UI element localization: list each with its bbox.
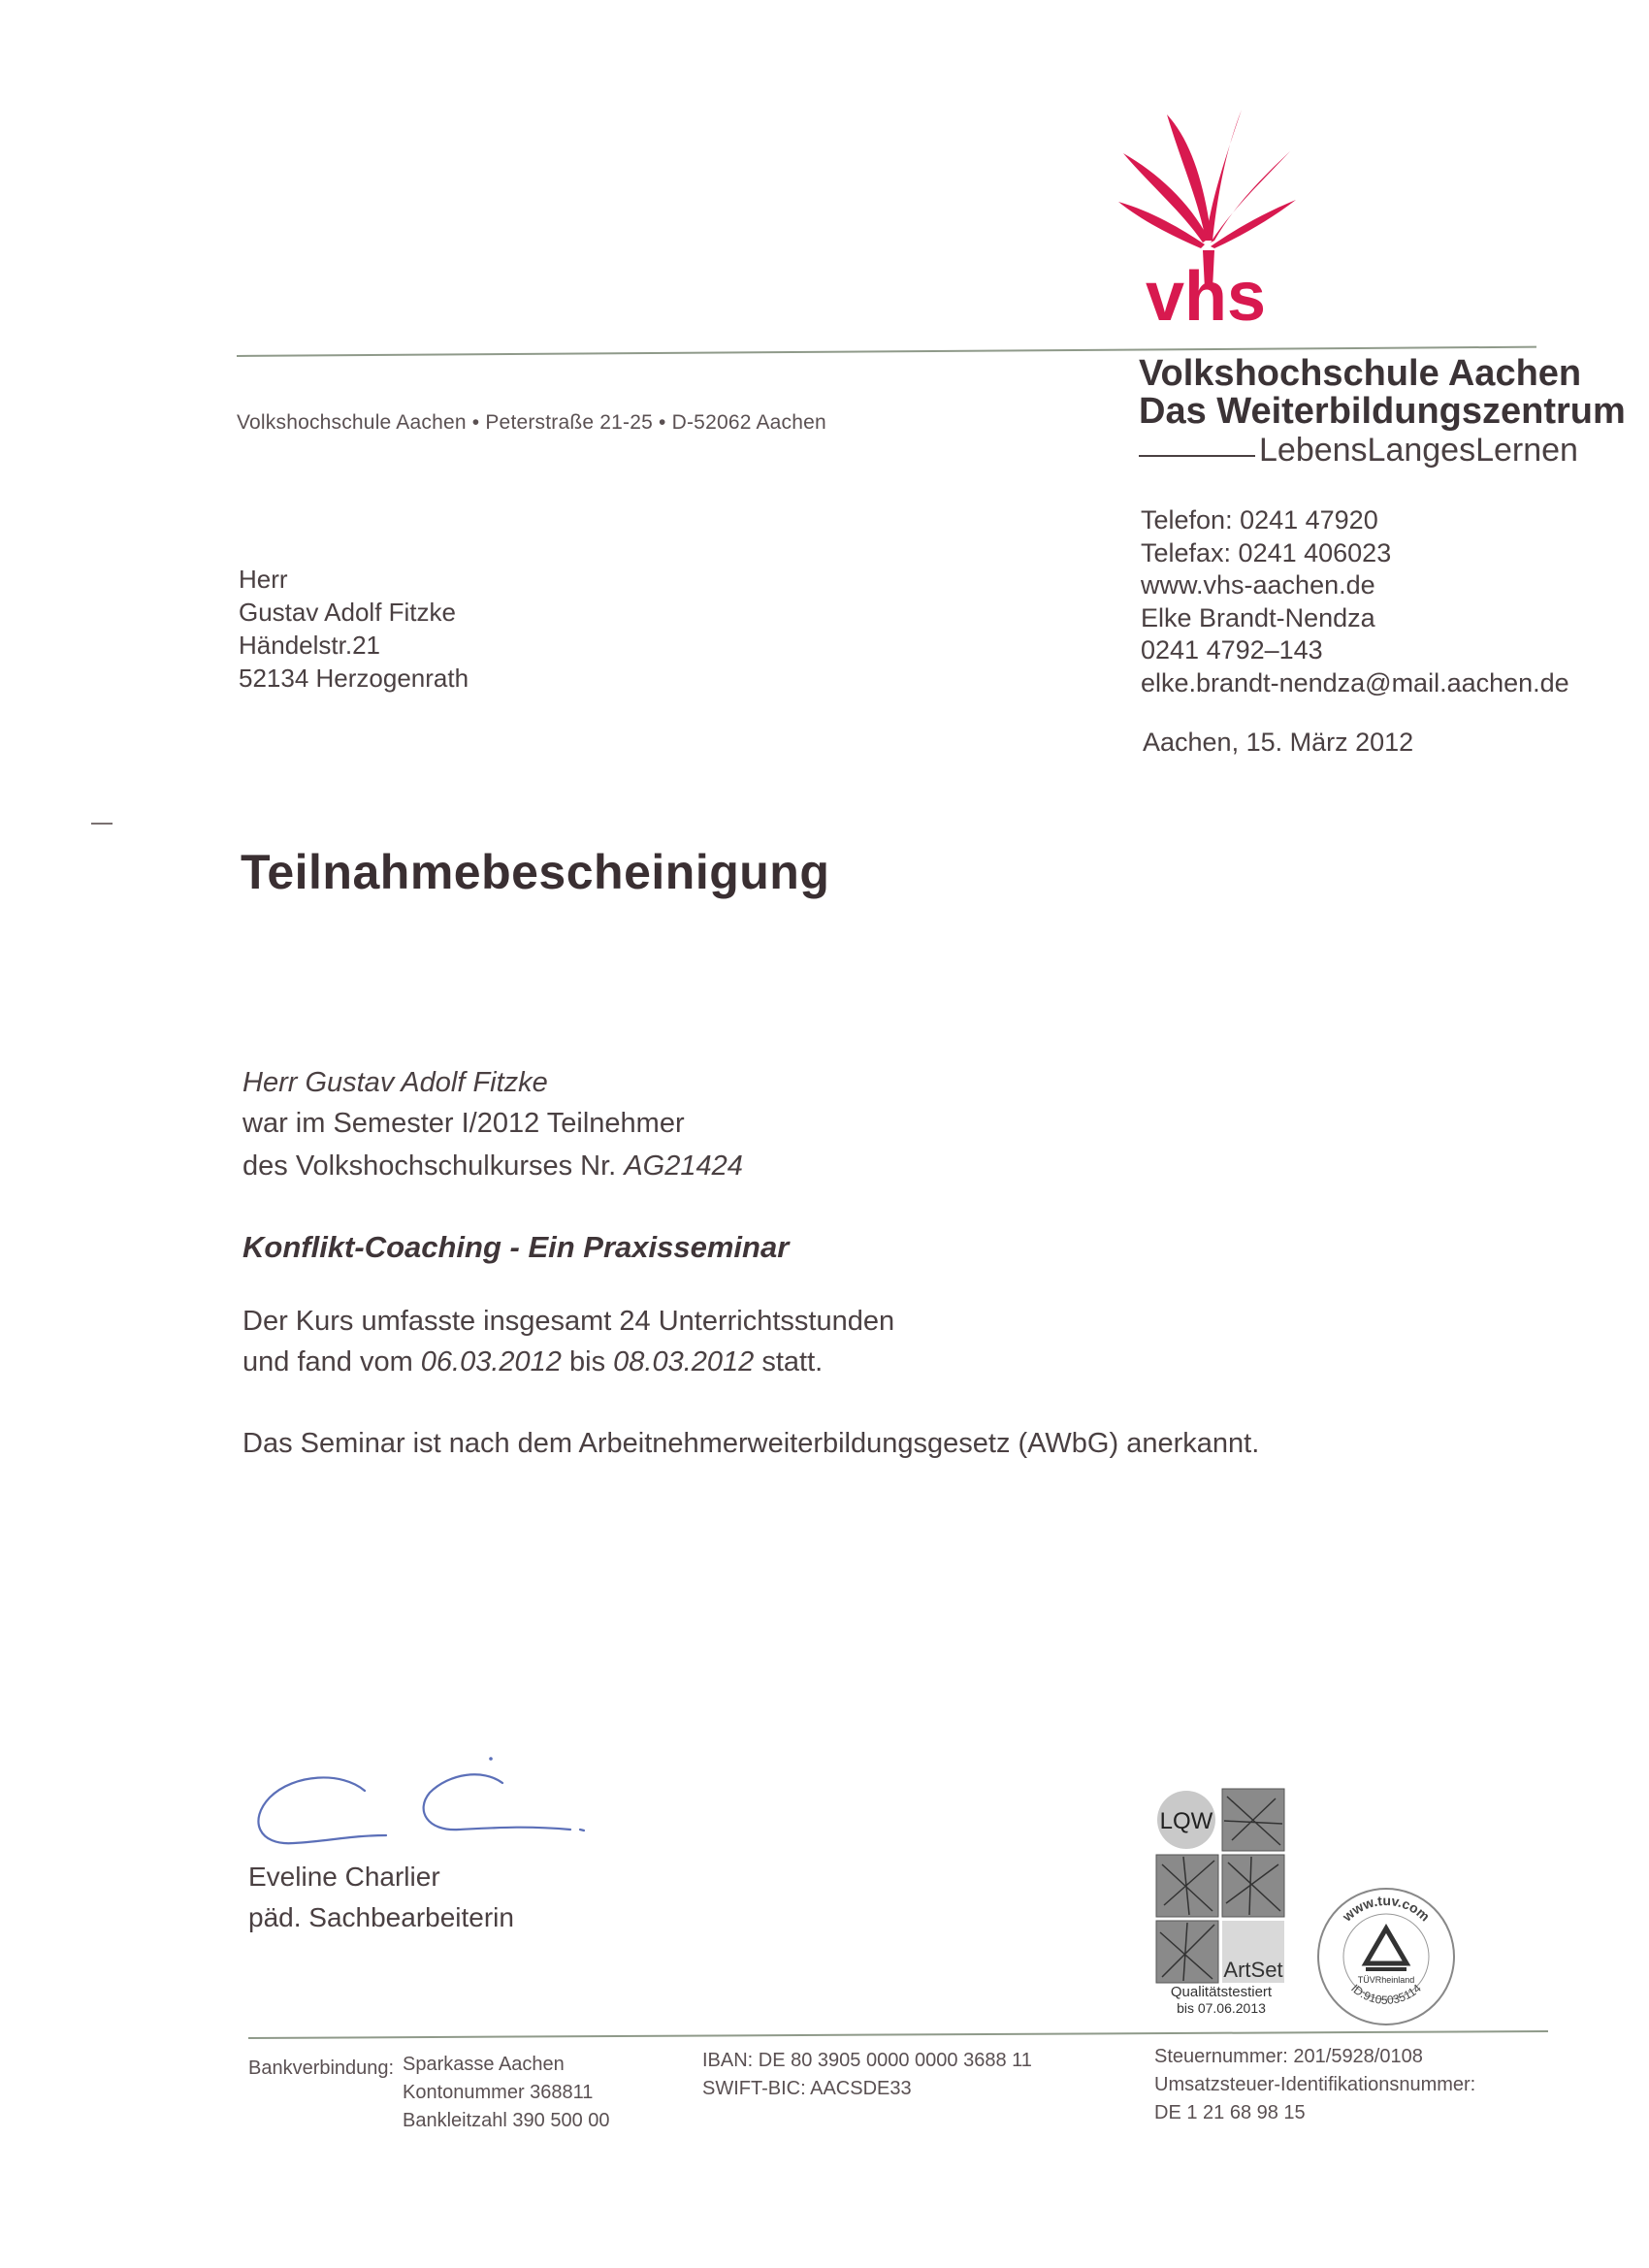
dates-mid: bis xyxy=(561,1346,614,1377)
contact-person: Elke Brandt-Nendza xyxy=(1141,602,1375,632)
svg-text:Qualitätstestiert: Qualitätstestiert xyxy=(1170,1984,1273,2000)
organization-subtitle: Das Weiterbildungszentrum xyxy=(1139,391,1626,432)
svg-text:vhs: vhs xyxy=(1145,258,1267,328)
document-title: Teilnahmebescheinigung xyxy=(241,845,830,899)
course-number-line xyxy=(242,1150,743,1183)
footer-rule xyxy=(248,2030,1548,2039)
footer-tax-number: Steuernummer: 201/5928/0108 xyxy=(1154,2046,1423,2067)
vhs-logo xyxy=(1114,95,1298,328)
footer-bank-code: Bankleitzahl 390 500 00 xyxy=(403,2110,610,2131)
dates-line xyxy=(242,1346,823,1378)
contact-block xyxy=(1141,504,1569,699)
recipient-address xyxy=(239,563,469,695)
contact-fax: Telefax: 0241 406023 xyxy=(1141,537,1392,567)
handwritten-signature xyxy=(250,1754,619,1870)
contact-website[interactable]: www.vhs-aachen.de xyxy=(1141,570,1375,599)
svg-text:ID:9105035114: ID:9105035114 xyxy=(1348,1981,1424,2007)
recipient-name: Gustav Adolf Fitzke xyxy=(239,598,456,627)
organization-name: Volkshochschule Aachen xyxy=(1139,353,1582,394)
footer-tax-block xyxy=(1154,2043,1475,2127)
fold-mark xyxy=(91,823,113,825)
tuv-rheinland-seal xyxy=(1315,1886,1457,2027)
signer-role: päd. Sachbearbeiterin xyxy=(248,1902,514,1932)
footer-iban-block xyxy=(702,2047,1032,2103)
date-to: 08.03.2012 xyxy=(613,1346,755,1377)
contact-person-phone: 0241 4792–143 xyxy=(1141,635,1323,664)
footer-account-number: Kontonummer 368811 xyxy=(403,2082,594,2103)
footer-iban: IBAN: DE 80 3905 0000 0000 3688 11 xyxy=(702,2050,1032,2071)
svg-text:LQW: LQW xyxy=(1159,1808,1213,1834)
sender-address-line: Volkshochschule Aachen • Peterstraße 21-25 • D-52062 Aachen xyxy=(237,411,826,434)
semester-line: war im Semester I/2012 Teilnehmer xyxy=(242,1108,685,1139)
organization-slogan-row xyxy=(1139,431,1626,470)
svg-text:bis 07.06.2013: bis 07.06.2013 xyxy=(1177,2000,1266,2016)
svg-text:ArtSet: ArtSet xyxy=(1223,1958,1283,1982)
course-number-prefix: des Volkshochschulkurses Nr. xyxy=(242,1150,625,1182)
recognition-line: Das Seminar ist nach dem Arbeitnehmerweiterbildungsgesetz (AWbG) anerkannt. xyxy=(242,1428,1260,1459)
contact-phone: Telefon: 0241 47920 xyxy=(1141,505,1378,535)
svg-text:TÜVRheinland: TÜVRheinland xyxy=(1357,1975,1415,1985)
recipient-city: 52134 Herzogenrath xyxy=(239,664,469,693)
footer-bank-label: Bankverbindung: xyxy=(248,2057,395,2079)
organization-slogan: LebensLangesLernen xyxy=(1259,432,1578,469)
dates-suffix: statt. xyxy=(754,1346,824,1377)
footer-bank-block xyxy=(403,2051,610,2135)
footer-vat-label: Umsatzsteuer-Identifikationsnummer: xyxy=(1154,2074,1476,2095)
hours-line: Der Kurs umfasste insgesamt 24 Unterrichtsstunden xyxy=(242,1306,895,1337)
footer-swift: SWIFT-BIC: AACSDE33 xyxy=(702,2078,912,2099)
date-from: 06.03.2012 xyxy=(420,1346,562,1377)
dates-prefix: und fand vom xyxy=(242,1346,421,1377)
lqw-certification-seal xyxy=(1154,1787,1288,2018)
signer-block xyxy=(248,1857,514,1938)
svg-text:www.tuv.com: www.tuv.com xyxy=(1339,1892,1434,1925)
recipient-salutation: Herr xyxy=(239,565,288,594)
organization-block xyxy=(1139,355,1626,470)
signer-name: Eveline Charlier xyxy=(248,1862,440,1892)
course-number: AG21424 xyxy=(624,1150,743,1182)
contact-email[interactable]: elke.brandt-nendza@mail.aachen.de xyxy=(1141,667,1569,697)
footer-vat-number: DE 1 21 68 98 15 xyxy=(1154,2102,1306,2123)
recipient-street: Händelstr.21 xyxy=(239,631,380,660)
letter-date: Aachen, 15. März 2012 xyxy=(1143,728,1414,757)
slogan-underline xyxy=(1139,455,1255,457)
course-title: Konflikt-Coaching - Ein Praxisseminar xyxy=(242,1230,790,1264)
footer-bank-name: Sparkasse Aachen xyxy=(403,2054,565,2075)
participant-name: Herr Gustav Adolf Fitzke xyxy=(242,1067,548,1098)
